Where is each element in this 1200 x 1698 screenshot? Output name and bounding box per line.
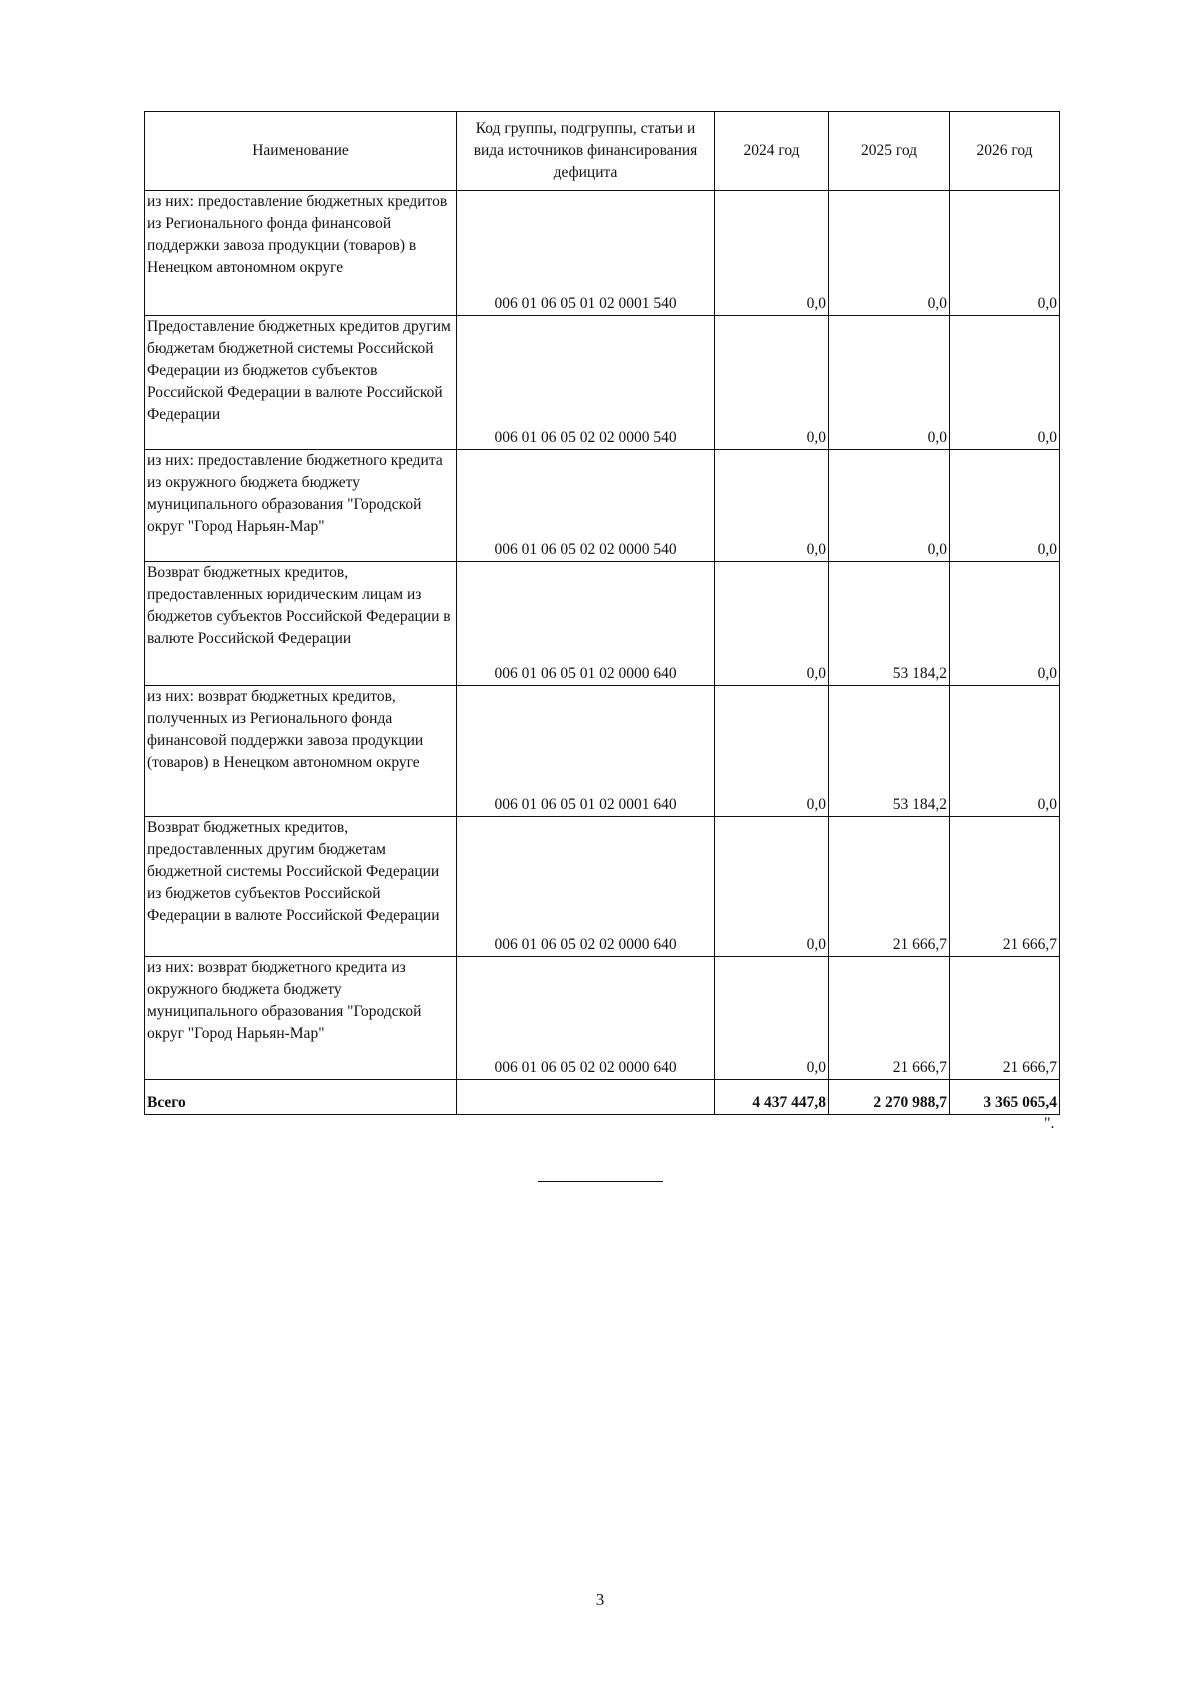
table-body bbox=[145, 191, 1060, 1115]
row-value-2024: 0,0 bbox=[715, 191, 829, 316]
header-row bbox=[145, 112, 1060, 191]
table-header bbox=[145, 112, 1060, 191]
page-number: 3 bbox=[595, 1590, 605, 1609]
table-row bbox=[145, 817, 1060, 957]
closing-quote: ". bbox=[1044, 1115, 1055, 1132]
total-row bbox=[145, 1080, 1060, 1115]
header-name: Наименование bbox=[145, 112, 457, 191]
divider-line bbox=[538, 1181, 663, 1182]
table-row bbox=[145, 686, 1060, 817]
row-value-2026: 21 666,7 bbox=[950, 817, 1060, 957]
row-name: Предоставление бюджетных кредитов другим бюджетам бюджетной системы Российской Федерации из бюджетов субъектов Российской Федерации в валюте Российской Федерации bbox=[145, 316, 457, 450]
row-value-2026: 0,0 bbox=[950, 686, 1060, 817]
row-value-2026: 0,0 bbox=[950, 562, 1060, 686]
row-value-2026: 0,0 bbox=[950, 316, 1060, 450]
row-value-2025: 53 184,2 bbox=[829, 686, 950, 817]
financing-sources-table bbox=[144, 111, 1060, 1115]
row-value-2026: 0,0 bbox=[950, 450, 1060, 562]
header-2025: 2025 год bbox=[829, 112, 950, 191]
row-value-2024: 0,0 bbox=[715, 562, 829, 686]
row-value-2026: 0,0 bbox=[950, 191, 1060, 316]
header-2024: 2024 год bbox=[715, 112, 829, 191]
table-row bbox=[145, 450, 1060, 562]
row-value-2025: 21 666,7 bbox=[829, 957, 950, 1080]
row-name: из них: предоставление бюджетных кредитов из Регионального фонда финансовой поддержки завоза продукции (товаров) в Ненецком автономном округе bbox=[145, 191, 457, 316]
table-row bbox=[145, 316, 1060, 450]
total-code bbox=[457, 1080, 715, 1115]
table-row bbox=[145, 562, 1060, 686]
row-value-2025: 0,0 bbox=[829, 191, 950, 316]
row-value-2025: 21 666,7 bbox=[829, 817, 950, 957]
row-code: 006 01 06 05 02 02 0000 640 bbox=[457, 957, 715, 1080]
row-name: из них: предоставление бюджетного кредита из окружного бюджета бюджету муниципального образования "Городской округ "Город Нарьян-Мар" bbox=[145, 450, 457, 562]
row-value-2025: 53 184,2 bbox=[829, 562, 950, 686]
row-code: 006 01 06 05 01 02 0001 540 bbox=[457, 191, 715, 316]
row-name: из них: возврат бюджетного кредита из окружного бюджета бюджету муниципального образования "Городской округ "Город Нарьян-Мар" bbox=[145, 957, 457, 1080]
row-name: из них: возврат бюджетных кредитов, полученных из Регионального фонда финансовой поддержки завоза продукции (товаров) в Ненецком автономном округе bbox=[145, 686, 457, 817]
total-value-2024: 4 437 447,8 bbox=[715, 1080, 829, 1115]
row-code: 006 01 06 05 02 02 0000 540 bbox=[457, 316, 715, 450]
row-value-2024: 0,0 bbox=[715, 957, 829, 1080]
row-value-2024: 0,0 bbox=[715, 817, 829, 957]
total-value-2026: 3 365 065,4 bbox=[950, 1080, 1060, 1115]
row-value-2025: 0,0 bbox=[829, 450, 950, 562]
row-value-2026: 21 666,7 bbox=[950, 957, 1060, 1080]
row-value-2024: 0,0 bbox=[715, 316, 829, 450]
row-code: 006 01 06 05 01 02 0000 640 bbox=[457, 562, 715, 686]
total-value-2025: 2 270 988,7 bbox=[829, 1080, 950, 1115]
row-value-2024: 0,0 bbox=[715, 450, 829, 562]
row-name: Возврат бюджетных кредитов, предоставленных другим бюджетам бюджетной системы Российской Федерации из бюджетов субъектов Российской Федерации в валюте Российской Федерации bbox=[145, 817, 457, 957]
table-row bbox=[145, 191, 1060, 316]
row-name: Возврат бюджетных кредитов, предоставленных юридическим лицам из бюджетов субъектов Российской Федерации в валюте Российской Федерации bbox=[145, 562, 457, 686]
row-code: 006 01 06 05 02 02 0000 540 bbox=[457, 450, 715, 562]
total-label: Всего bbox=[145, 1080, 457, 1115]
row-value-2024: 0,0 bbox=[715, 686, 829, 817]
header-2026: 2026 год bbox=[950, 112, 1060, 191]
row-value-2025: 0,0 bbox=[829, 316, 950, 450]
table-row bbox=[145, 957, 1060, 1080]
header-code: Код группы, подгруппы, статьи и вида источников финансирования дефицита bbox=[457, 112, 715, 191]
row-code: 006 01 06 05 01 02 0001 640 bbox=[457, 686, 715, 817]
row-code: 006 01 06 05 02 02 0000 640 bbox=[457, 817, 715, 957]
